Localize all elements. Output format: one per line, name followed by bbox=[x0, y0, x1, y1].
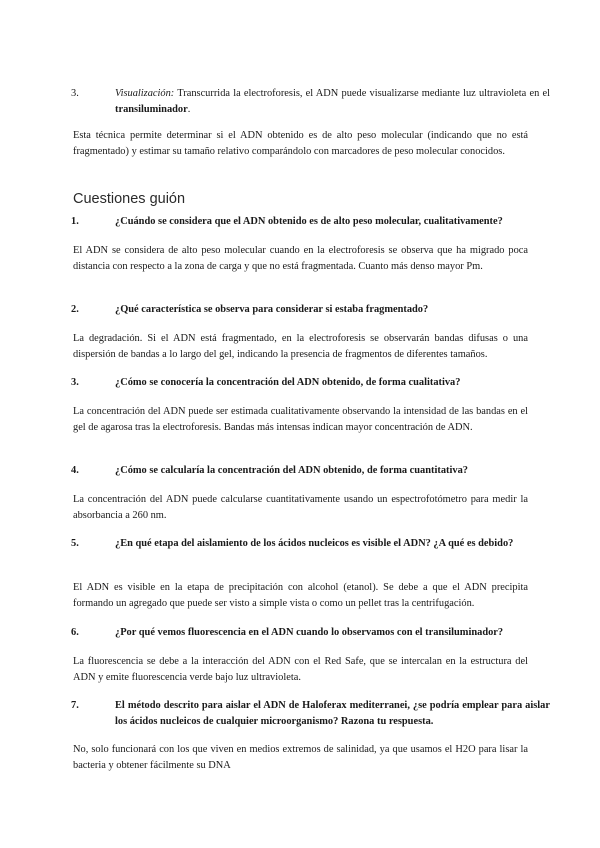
answer-2: La degradación. Si el ADN está fragmentado, en la electroforesis se observarán bandas difusas o una dispersión de bandas a lo largo del gel, indicando la presencia de fragmentos de diferentes tamaños. bbox=[73, 333, 528, 360]
question-number: 3. bbox=[71, 377, 79, 388]
step-label: Visualización: bbox=[115, 88, 175, 99]
answer-4: La concentración del ADN puede calcularse cuantitativamente usando un espectrofotómetro para medir la absorbancia a 260 nm. bbox=[73, 494, 528, 521]
question-number: 1. bbox=[71, 216, 79, 227]
question-text: ¿Cómo se calcularía la concentración del ADN obtenido, de forma cuantitativa? bbox=[115, 465, 468, 476]
intro-paragraph: Esta técnica permite determinar si el ADN obtenido es de alto peso molecular (indicando que no está fragmentado) y estimar su tamaño relativo comparándolo con marcadores de peso molecular conocidos. bbox=[73, 130, 528, 157]
question-6 bbox=[71, 625, 550, 641]
step-text-end: . bbox=[187, 103, 191, 115]
section-title: Cuestiones guión bbox=[73, 191, 186, 207]
question-number: 6. bbox=[71, 627, 79, 638]
question-number: 5. bbox=[71, 538, 79, 549]
question-text: ¿Cómo se conocería la concentración del ADN obtenido, de forma cualitativa? bbox=[115, 377, 461, 388]
question-5 bbox=[71, 536, 550, 552]
question-number: 7. bbox=[71, 700, 79, 711]
question-text: El método descrito para aislar el ADN de Haloferax mediterranei, ¿se podría emplear para aislar los ácidos nucleicos de cualquier microorganismo? Razona tu respuesta. bbox=[115, 700, 550, 727]
question-3 bbox=[71, 375, 550, 391]
step-text: Transcurrida la electroforesis, el ADN puede visualizarse mediante luz ultravioleta en el bbox=[174, 88, 550, 99]
question-2 bbox=[71, 302, 550, 318]
question-text: ¿Qué característica se observa para considerar si estaba fragmentado? bbox=[115, 304, 429, 315]
question-text: ¿Por qué vemos fluorescencia en el ADN cuando lo observamos con el transiluminador? bbox=[115, 627, 504, 638]
question-text: ¿Cuándo se considera que el ADN obtenido es de alto peso molecular, cualitativamente? bbox=[115, 216, 503, 227]
question-7 bbox=[71, 698, 550, 729]
answer-5: El ADN es visible en la etapa de precipitación con alcohol (etanol). Se debe a que el ADN precipita formando un agregado que puede ser visto a simple vista o como un pellet tras la centrifugación. bbox=[73, 582, 528, 609]
question-1 bbox=[71, 214, 550, 230]
question-number: 2. bbox=[71, 304, 79, 315]
answer-6: La fluorescencia se debe a la interacción del ADN con el Red Safe, que se intercalan en la estructura del ADN y emite fluorescencia verde bajo luz ultravioleta. bbox=[73, 656, 528, 683]
step-bold-term: transiluminador bbox=[115, 103, 188, 115]
answer-7: No, solo funcionará con los que viven en medios extremos de salinidad, ya que usamos el H2O para lisar la bacteria y obtener fácilmente su DNA bbox=[73, 744, 528, 771]
answer-1: El ADN se considera de alto peso molecular cuando en la electroforesis se observa que ha migrado poca distancia con respecto a la zona de carga y que no está fragmentada. Cuanto más denso mayor Pm. bbox=[73, 245, 528, 272]
question-text: ¿En qué etapa del aislamiento de los ácidos nucleicos es visible el ADN? ¿A qué es debido? bbox=[115, 538, 514, 549]
visualization-step bbox=[71, 86, 550, 117]
question-number: 4. bbox=[71, 465, 79, 476]
step-number: 3. bbox=[71, 88, 79, 99]
answer-3: La concentración del ADN puede ser estimada cualitativamente observando la intensidad de las bandas en el gel de agarosa tras la electroforesis. Bandas más intensas indican mayor concentración de ADN. bbox=[73, 406, 528, 433]
question-4 bbox=[71, 463, 550, 479]
